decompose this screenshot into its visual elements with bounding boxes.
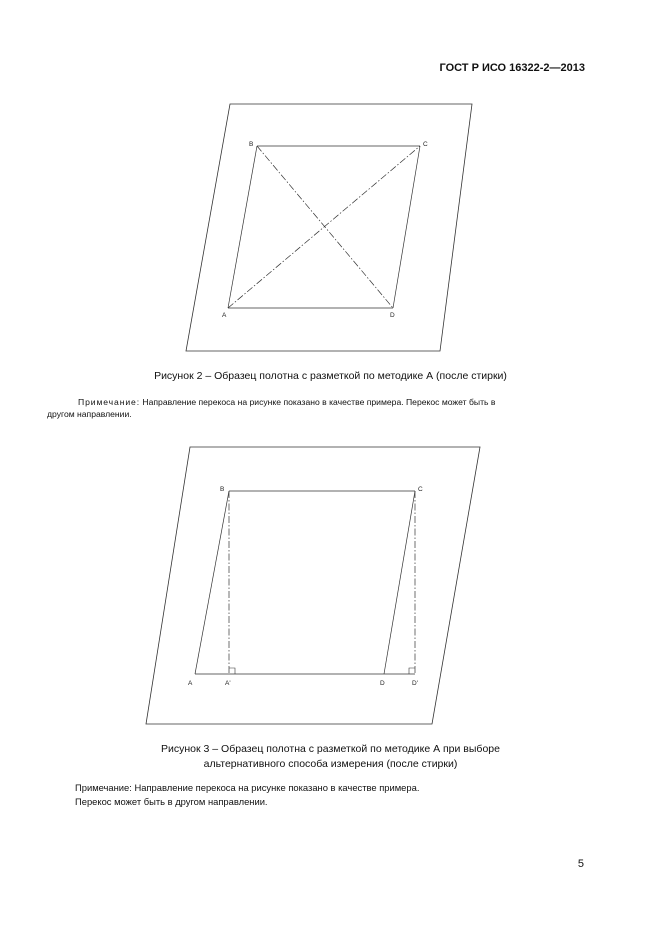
point-label-b: B <box>220 486 225 493</box>
note-2-label: Примечание: <box>75 782 132 793</box>
edge-ab-skewed <box>195 491 229 674</box>
page-number: 5 <box>577 858 584 870</box>
figure-2 <box>0 0 661 380</box>
right-angle-mark-dprime <box>409 668 415 674</box>
note-2 <box>75 781 580 795</box>
point-label-b: B <box>249 141 254 148</box>
note-2-continuation: Перекос может быть в другом направлении. <box>75 796 268 807</box>
point-label-d: D <box>380 680 385 687</box>
point-label-a: A <box>188 680 193 687</box>
note-1 <box>78 396 583 408</box>
point-label-d-prime: D' <box>412 680 418 687</box>
diagonal-ac <box>228 146 420 308</box>
note-1-continuation: другом направлении. <box>47 409 132 419</box>
fabric-outline <box>146 447 480 724</box>
figure-2-caption: Рисунок 2 – Образец полотна с разметкой по методике А (после стирки) <box>154 370 507 382</box>
note-2-text: Направление перекоса на рисунке показано в качестве примера. <box>131 782 420 793</box>
point-label-c: C <box>418 486 423 493</box>
point-label-a: A <box>222 312 227 319</box>
edge-dc <box>393 146 420 308</box>
right-angle-mark-aprime <box>229 668 235 674</box>
point-label-a-prime: A' <box>225 680 231 687</box>
figure-3-caption-line-1: Рисунок 3 – Образец полотна с разметкой по методике А при выборе <box>161 743 500 755</box>
figure-3-caption-line-2: альтернативного способа измерения (после стирки) <box>203 758 458 770</box>
note-1-text: Направление перекоса на рисунке показано в качестве примера. Перекос может быть в <box>140 397 496 407</box>
figure-3 <box>0 440 661 730</box>
fabric-outline <box>186 104 472 351</box>
edge-dc-skewed <box>384 491 415 674</box>
diagonal-bd <box>257 146 393 308</box>
point-label-c: C <box>423 141 428 148</box>
edge-ab <box>228 146 257 308</box>
document-code: ГОСТ Р ИСО 16322-2—2013 <box>439 62 585 74</box>
note-1-label: Примечание: <box>78 397 141 407</box>
point-label-d: D <box>390 312 395 319</box>
